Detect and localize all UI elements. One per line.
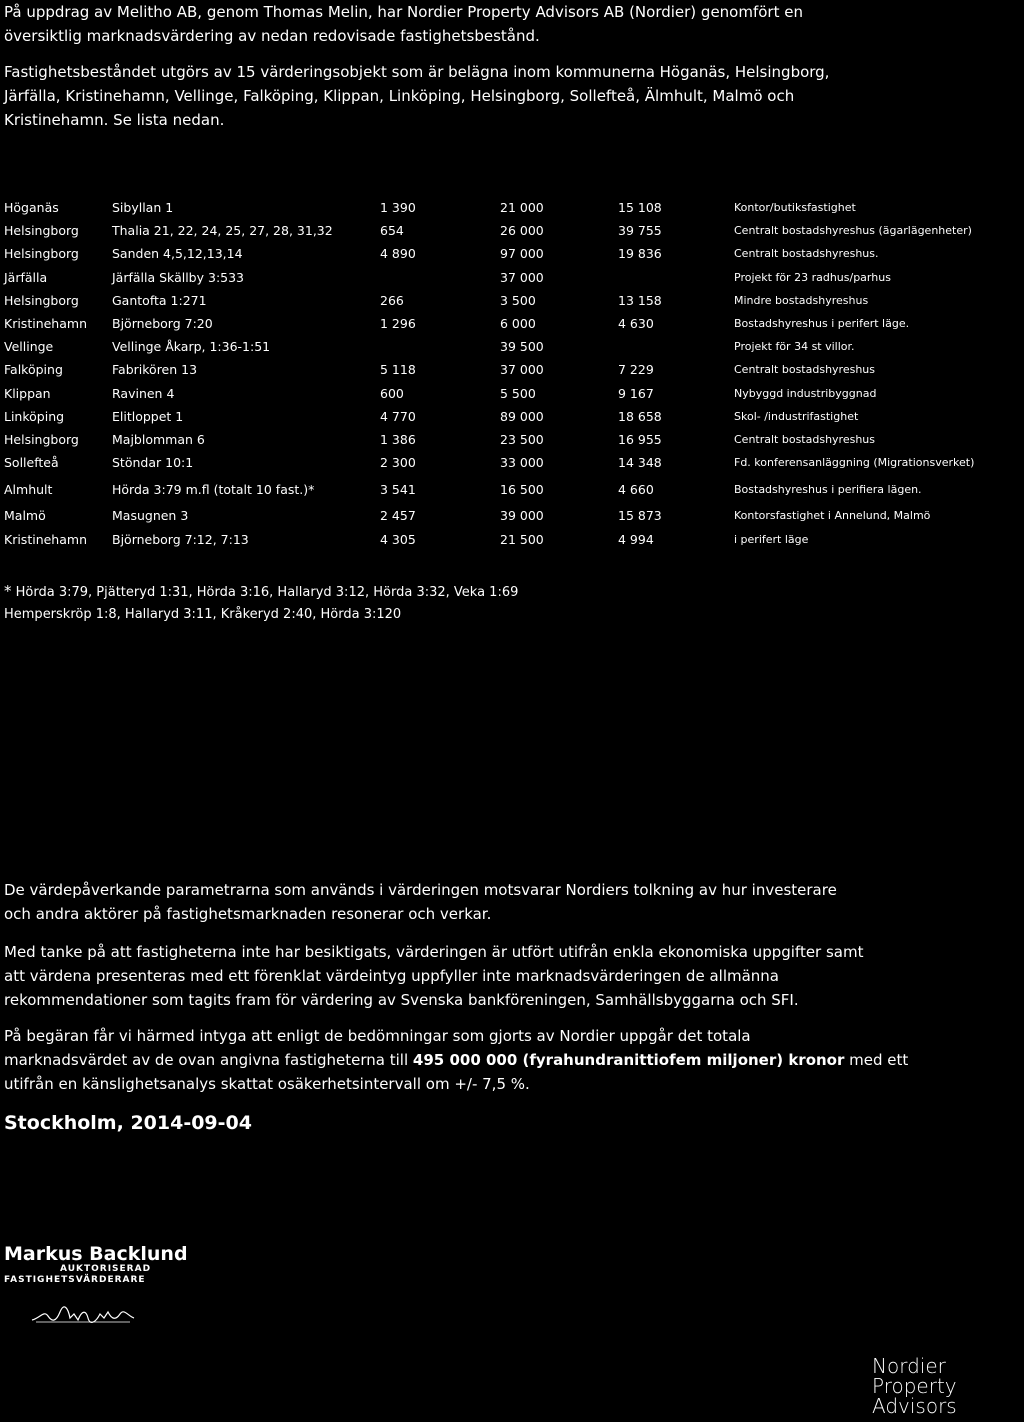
paragraph-line: utifrån en känslighetsanalys skattat osäkerhetsintervall om +/- 7,5 %. (4, 1075, 530, 1093)
cell-value: 13 158 (618, 292, 662, 308)
cell-property-name: Sanden 4,5,12,13,14 (112, 246, 243, 262)
table-row (4, 242, 1024, 265)
cell-property-name: Thalia 21, 22, 24, 25, 27, 28, 31,32 (112, 223, 333, 239)
cell-value: 19 836 (618, 246, 662, 262)
cell-property-name: Ravinen 4 (112, 385, 175, 401)
cell-municipality: Vellinge (4, 339, 54, 355)
cell-property-name: Björneborg 7:12, 7:13 (112, 531, 249, 547)
cell-area: 4 770 (380, 408, 416, 424)
intro-line: På uppdrag av Melitho AB, genom Thomas Melin, har Nordier Property Advisors AB (Nordier) genomfört en (4, 3, 803, 21)
cell-rent: 21 000 (500, 200, 544, 216)
cell-area (380, 335, 500, 358)
footnote (4, 580, 518, 626)
cell-value: 7 229 (618, 362, 654, 378)
cell-municipality: Klippan (4, 385, 51, 401)
cell-rent: 21 500 (500, 531, 544, 547)
parameters-paragraph (4, 878, 837, 926)
table-row (4, 335, 1024, 358)
paragraph-line: På begäran får vi härmed intyga att enligt de bedömningar som gjorts av Nordier uppgår det totala (4, 1027, 751, 1045)
cell-value: 18 658 (618, 408, 662, 424)
cell-property-name: Elitloppet 1 (112, 408, 184, 424)
cell-rent: 33 000 (500, 455, 544, 471)
paragraph-line: De värdepåverkande parametrarna som används i värderingen motsvarar Nordiers tolkning av hur investerare (4, 881, 837, 899)
date-line: Stockholm, 2014-09-04 (4, 1112, 252, 1134)
cell-property-name: Vellinge Åkarp, 1:36-1:51 (112, 339, 271, 355)
cell-property-name: Masugnen 3 (112, 508, 189, 524)
footnote-line: Hemperskröp 1:8, Hallaryd 3:11, Kråkeryd 2:40, Hörda 3:120 (4, 607, 402, 622)
cell-property-name: Stöndar 10:1 (112, 455, 194, 471)
cell-property-name: Fabrikören 13 (112, 362, 198, 378)
cell-rent: 39 500 (500, 339, 544, 355)
table-row (4, 266, 1024, 289)
total-value: 495 000 000 (fyrahundranittiofem miljoner) kronor (412, 1051, 845, 1069)
cell-municipality: Almhult (4, 481, 53, 497)
objects-line: Kristinehamn. Se lista nedan. (4, 111, 225, 129)
cell-property-type: Nybyggd industribyggnad (734, 386, 877, 400)
cell-value: 15 873 (618, 508, 662, 524)
cell-municipality: Helsingborg (4, 431, 79, 447)
paragraph-line (4, 1048, 908, 1072)
cell-municipality: Höganäs (4, 200, 59, 216)
cell-value (618, 335, 734, 358)
property-table-body (4, 196, 1024, 551)
cell-area: 4 305 (380, 531, 416, 547)
paragraph-line: att värdena presenteras med ett förenklat värdeintyg uppfyller inte marknadsvärderingen de allmänna (4, 967, 779, 985)
cell-municipality: Falköping (4, 362, 63, 378)
paragraph-line: rekommendationer som tagits fram för värdering av Svenska bankföreningen, Samhällsbyggarna och SFI. (4, 991, 799, 1009)
table-row (4, 289, 1024, 312)
cell-property-name: Hörda 3:79 m.fl (totalt 10 fast.)* (112, 481, 315, 497)
cell-property-type: Centralt bostadshyreshus (734, 432, 876, 446)
value-prefix: marknadsvärdet av de ovan angivna fastigheterna till (4, 1051, 413, 1069)
cell-municipality: Linköping (4, 408, 65, 424)
method-paragraph (4, 940, 863, 1012)
cell-value: 15 108 (618, 200, 662, 216)
logo-line: Property (872, 1374, 957, 1398)
paragraph-line: och andra aktörer på fastighetsmarknaden resonerar och verkar. (4, 905, 492, 923)
cell-value: 9 167 (618, 385, 654, 401)
signer-title: AUKTORISERAD (60, 1264, 152, 1274)
table-row (4, 527, 1024, 550)
table-row (4, 405, 1024, 428)
cell-property-type: Mindre bostadshyreshus (734, 293, 869, 307)
cell-area: 600 (380, 385, 404, 401)
cell-rent: 16 500 (500, 481, 544, 497)
cell-municipality: Järfälla (4, 269, 48, 285)
objects-line: Fastighetsbeståndet utgörs av 15 värderingsobjekt som är belägna inom kommunerna Höganäs, Helsingborg, (4, 63, 830, 81)
cell-property-name: Majblomman 6 (112, 431, 205, 447)
footnote-star: * (4, 582, 12, 600)
cell-property-type: Centralt bostadshyreshus (ägarlägenheter) (734, 224, 972, 238)
cell-municipality: Helsingborg (4, 223, 79, 239)
value-suffix: med ett (844, 1051, 909, 1069)
cell-rent: 5 500 (500, 385, 536, 401)
cell-property-name: Sibyllan 1 (112, 200, 174, 216)
cell-value: 39 755 (618, 223, 662, 239)
table-row (4, 451, 1024, 474)
cell-value: 4 630 (618, 316, 654, 332)
cell-municipality: Malmö (4, 508, 46, 524)
cell-property-type: Centralt bostadshyreshus. (734, 247, 879, 261)
cell-area: 5 118 (380, 362, 416, 378)
cell-value: 16 955 (618, 431, 662, 447)
table-row (4, 312, 1024, 335)
table-row (4, 219, 1024, 242)
logo-line: Nordier (872, 1354, 946, 1378)
cell-rent: 26 000 (500, 223, 544, 239)
cell-property-type: Fd. konferensanläggning (Migrationsverket) (734, 456, 975, 470)
nordier-logo (872, 1356, 957, 1416)
objects-paragraph (4, 60, 829, 132)
cell-property-name: Järfälla Skällby 3:533 (112, 269, 245, 285)
cell-area (380, 266, 500, 289)
signer-title: FASTIGHETSVÄRDERARE (4, 1275, 146, 1285)
cell-value: 4 994 (618, 531, 654, 547)
value-paragraph (4, 1024, 908, 1096)
cell-municipality: Kristinehamn (4, 316, 87, 332)
cell-property-type: Projekt för 23 radhus/parhus (734, 270, 891, 284)
cell-rent: 6 000 (500, 316, 536, 332)
intro-paragraph (4, 0, 803, 48)
cell-value (618, 266, 734, 289)
intro-line: översiktlig marknadsvärdering av nedan redovisade fastighetsbestånd. (4, 27, 540, 45)
cell-rent: 39 000 (500, 508, 544, 524)
cell-area: 3 541 (380, 481, 416, 497)
cell-municipality: Sollefteå (4, 455, 59, 471)
cell-property-type: Kontorsfastighet i Annelund, Malmö (734, 509, 931, 523)
cell-rent: 3 500 (500, 292, 536, 308)
cell-area: 1 386 (380, 431, 416, 447)
cell-property-type: Skol- /industrifastighet (734, 409, 859, 423)
cell-area: 1 390 (380, 200, 416, 216)
cell-property-type: Centralt bostadshyreshus (734, 363, 876, 377)
table-row (4, 504, 1024, 527)
cell-area: 654 (380, 223, 404, 239)
property-table (4, 196, 1024, 551)
cell-property-name: Björneborg 7:20 (112, 316, 213, 332)
cell-rent: 37 000 (500, 269, 544, 285)
cell-rent: 97 000 (500, 246, 544, 262)
cell-property-type: i perifert läge (734, 532, 809, 546)
cell-area: 4 890 (380, 246, 416, 262)
table-row (4, 358, 1024, 381)
cell-municipality: Kristinehamn (4, 531, 87, 547)
signer-name: Markus Backlund (4, 1243, 188, 1265)
cell-area: 266 (380, 292, 404, 308)
cell-value: 14 348 (618, 455, 662, 471)
cell-rent: 37 000 (500, 362, 544, 378)
cell-property-type: Projekt för 34 st villor. (734, 340, 855, 354)
cell-property-type: Bostadshyreshus i perifiera lägen. (734, 482, 922, 496)
cell-property-name: Gantofta 1:271 (112, 292, 207, 308)
cell-property-type: Bostadshyreshus i perifert läge. (734, 317, 910, 331)
cell-municipality: Helsingborg (4, 246, 79, 262)
table-row (4, 382, 1024, 405)
handwritten-signature (30, 1304, 140, 1326)
cell-rent: 23 500 (500, 431, 544, 447)
cell-municipality: Helsingborg (4, 292, 79, 308)
paragraph-line: Med tanke på att fastigheterna inte har besiktigats, värderingen är utfört utifrån enkla ekonomiska uppgifter samt (4, 943, 864, 961)
cell-area: 2 300 (380, 455, 416, 471)
cell-property-type: Kontor/butiksfastighet (734, 201, 856, 215)
table-row (4, 196, 1024, 219)
cell-rent: 89 000 (500, 408, 544, 424)
logo-line: Advisors (872, 1394, 957, 1418)
cell-area: 2 457 (380, 508, 416, 524)
table-row (4, 428, 1024, 451)
cell-area: 1 296 (380, 316, 416, 332)
signature-block (4, 1244, 188, 1286)
footnote-line: Hörda 3:79, Pjätteryd 1:31, Hörda 3:16, Hallaryd 3:12, Hörda 3:32, Veka 1:69 (15, 585, 519, 600)
table-row (4, 474, 1024, 504)
cell-value: 4 660 (618, 481, 654, 497)
objects-line: Järfälla, Kristinehamn, Vellinge, Falköping, Klippan, Linköping, Helsingborg, Sollefteå, Älmhult, Malmö och (4, 87, 795, 105)
